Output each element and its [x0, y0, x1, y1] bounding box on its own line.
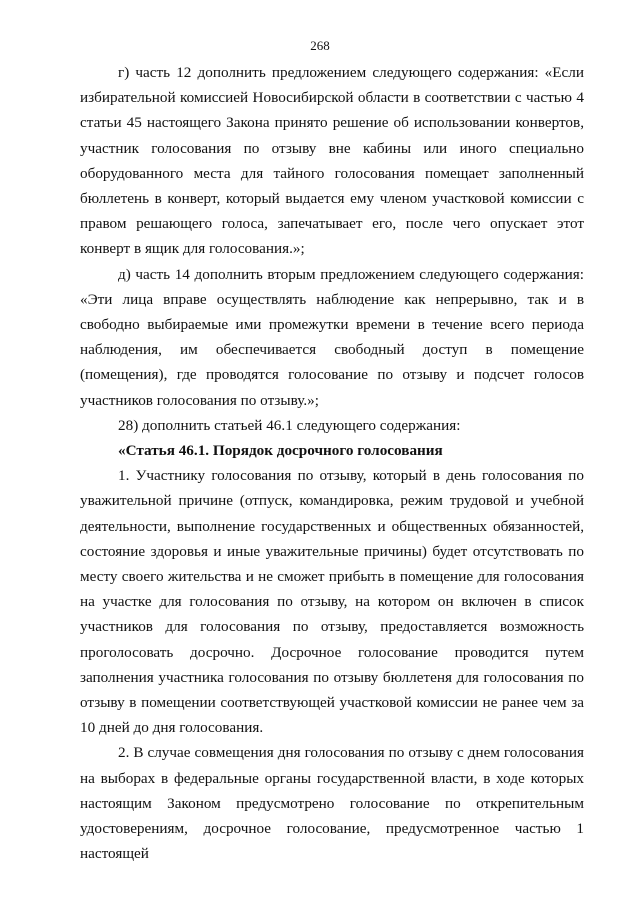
article-clause-2: 2. В случае совмещения дня голосования по отзыву с днем голосования на выборах в федеральные органы государственной власти, в ходе которых настоящим Законом предусмотрено голосование по открепительным удостоверениям, досрочное голосование, предусмотренное частью 1 настоящей [80, 744, 584, 863]
document-body [80, 60, 584, 867]
article-heading: «Статья 46.1. Порядок досрочного голосования [118, 442, 443, 460]
paragraph-item-28: 28) дополнить статьей 46.1 следующего содержания: [118, 416, 461, 434]
article-clause-1: 1. Участнику голосования по отзыву, который в день голосования по уважительной причине (отпуск, командировка, режим трудовой и учебной деятельности, выполнение государственных и общественных обязанностей, состояние здоровья и иные уважительные причины) будет отсутствовать по месту своего жительства и не сможет прибыть в помещение для голосования на участке для голосования по отзыву, на котором он включен в список участников для голосования по отзыву, предоставляется возможность проголосовать досрочно. Досрочное голосование проводится путем заполнения участника голосования по отзыву бюллетеня для голосования по отзыву в помещении соответствующей участковой комиссии не ранее чем за 10 дней до дня голосования. [80, 467, 584, 737]
paragraph-item-d: д) часть 14 дополнить вторым предложением следующего содержания: «Эти лица вправе осуществлять наблюдение как непрерывно, так и в свободно выбираемые ими промежутки времени в течение всего периода наблюдения, им обеспечивается свободный доступ в помещение (помещения), где проводятся голосование по отзыву и подсчет голосов участников голосования по отзыву.»; [80, 265, 584, 409]
paragraph-item-g: г) часть 12 дополнить предложением следующего содержания: «Если избирательной комиссией Новосибирской области в соответствии с частью 4 статьи 45 настоящего Закона принято решение об использовании конвертов, участник голосования по отзыву вне кабины или иного специально оборудованного места для тайного голосования помещает заполненный бюллетень в конверт, который выдается ему членом участковой комиссии с правом решающего голоса, запечатывает его, после чего опускает этот конверт в ящик для голосования.»; [80, 64, 584, 258]
page-number: 268 [310, 38, 330, 53]
